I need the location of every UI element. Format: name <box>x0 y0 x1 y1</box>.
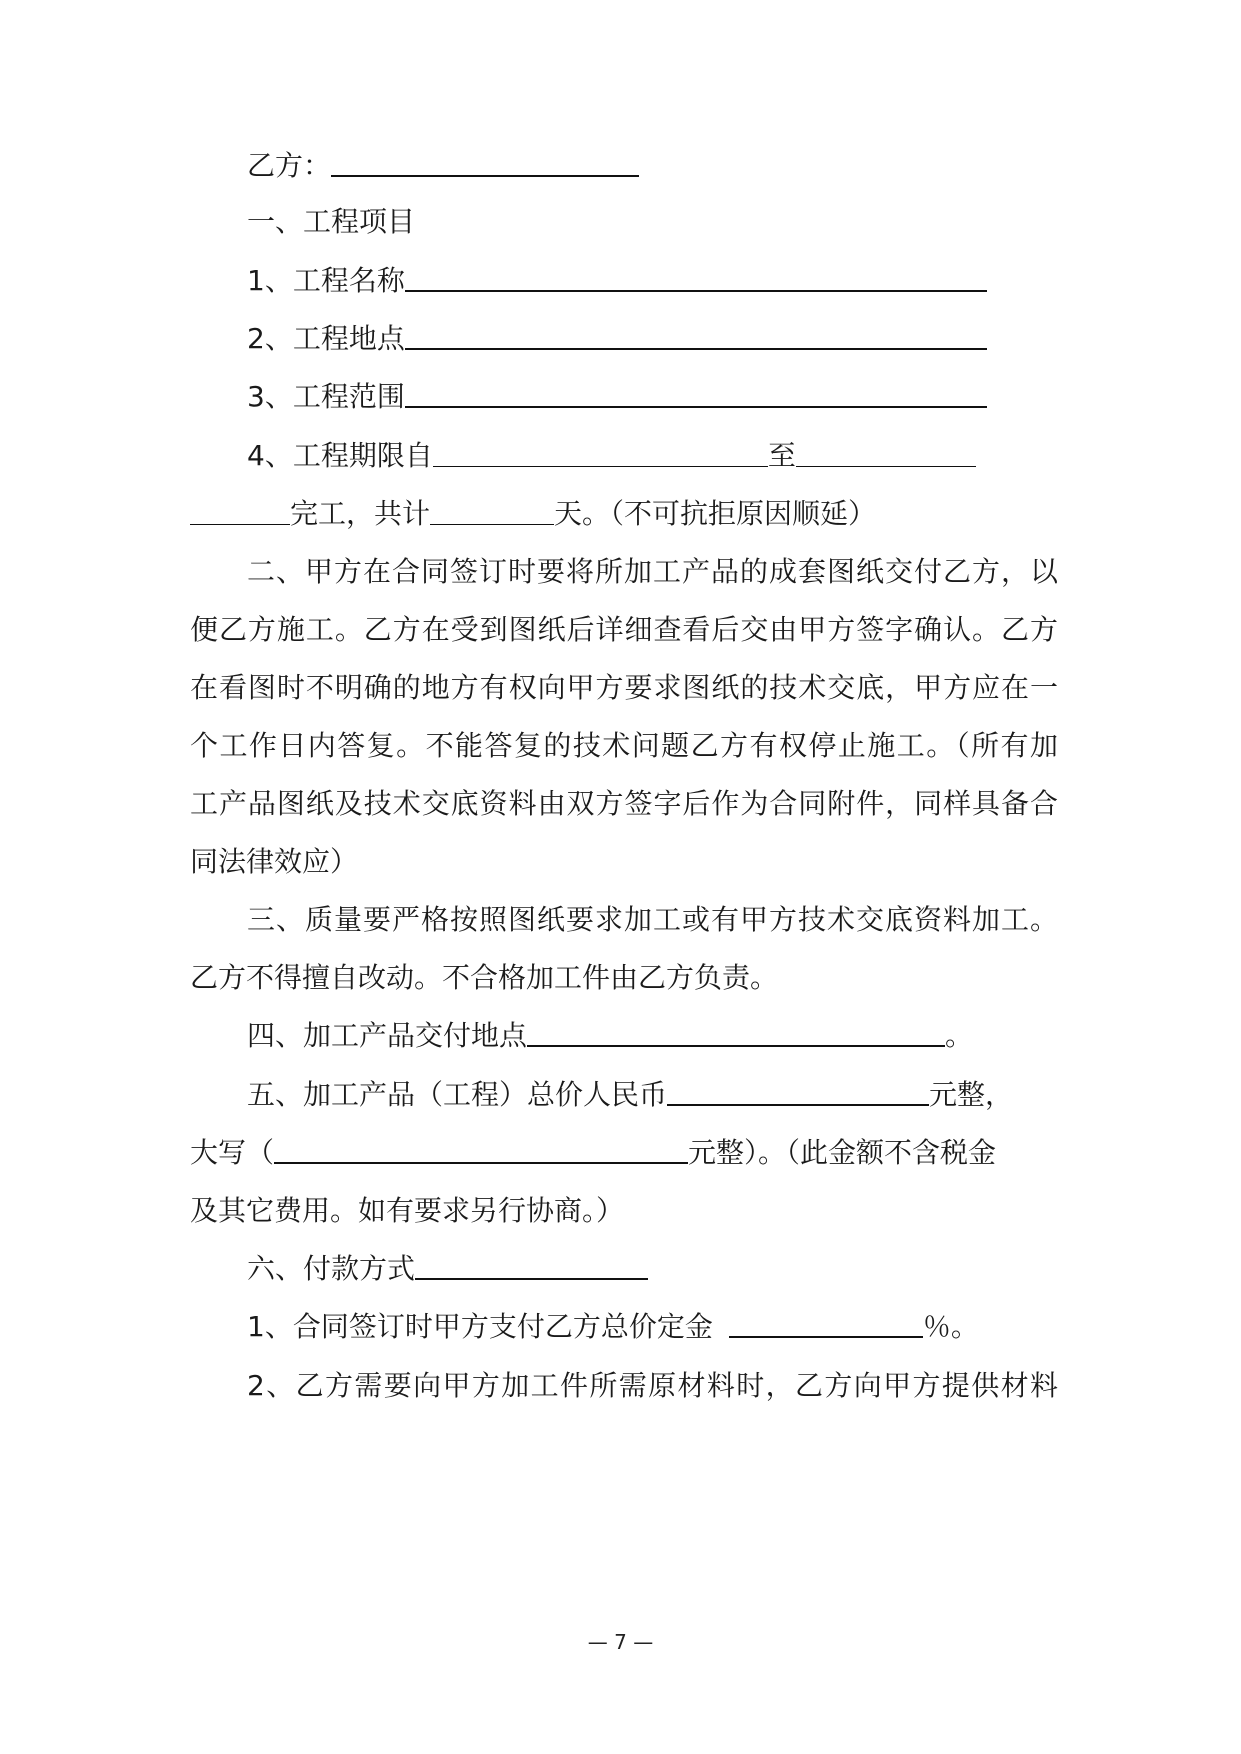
deposit-label: 1、合同签订时甲方支付乙方总价定金 <box>247 1310 713 1343</box>
payment-item-2-line <box>247 1363 1058 1409</box>
payment-method-label: 六、付款方式 <box>247 1252 416 1285</box>
section-5-line-2 <box>190 1130 1058 1176</box>
deposit-percent-blank[interactable] <box>729 1304 923 1338</box>
amount-in-words-suffix: 元整）。（此金额不含税金 <box>688 1136 997 1169</box>
section-2-line-1 <box>247 549 1058 595</box>
party-b-label: 乙方： <box>247 149 332 182</box>
section-2-text-3: 在看图时不明确的地方有权向甲方要求图纸的技术交底，甲方应在一 <box>190 671 1058 704</box>
project-scope-blank[interactable] <box>405 374 987 408</box>
section-2-line-5 <box>190 781 1058 827</box>
total-price-label: 五、加工产品（工程）总价人民币 <box>247 1078 668 1111</box>
page-number: — 7 — <box>587 1630 654 1654</box>
party-b-line <box>247 143 1058 189</box>
section-3-line-2: 乙方不得擅自改动。不合格加工件由乙方负责。 <box>190 961 779 994</box>
total-price-unit: 元整， <box>929 1078 1014 1111</box>
project-scope-line <box>247 374 1058 420</box>
payment-item-1-line <box>247 1304 1058 1350</box>
total-days-blank[interactable] <box>430 492 554 525</box>
end-date-blank-b[interactable] <box>190 492 290 525</box>
project-name-line <box>247 258 1058 304</box>
section-4-period: 。 <box>945 1019 974 1052</box>
to-label: 至 <box>767 439 796 472</box>
payment-method-blank[interactable] <box>415 1246 648 1280</box>
section-5-line-3: 及其它费用。如有要求另行协商。） <box>190 1194 625 1227</box>
project-location-label: 2、工程地点 <box>247 322 405 355</box>
project-scope-label: 3、工程范围 <box>247 380 405 413</box>
project-location-line <box>247 316 1058 362</box>
project-name-label: 1、工程名称 <box>247 264 405 297</box>
section-2-line-4 <box>190 723 1058 769</box>
start-date-blank[interactable] <box>433 434 768 467</box>
section-2-line-2 <box>190 607 1058 653</box>
section-1-title: 一、工程项目 <box>247 205 416 238</box>
project-name-blank[interactable] <box>405 258 987 292</box>
completion-line <box>190 491 1058 537</box>
section-5-line-1 <box>247 1072 1058 1118</box>
end-date-blank-a[interactable] <box>796 434 976 467</box>
total-price-blank[interactable] <box>667 1072 929 1106</box>
party-b-blank[interactable] <box>331 143 639 177</box>
section-2-text-5: 工产品图纸及技术交底资料由双方签字后作为合同附件，同样具备合 <box>190 787 1058 820</box>
project-period-label: 4、工程期限自 <box>247 439 433 472</box>
section-3-text-1: 三、质量要严格按照图纸要求加工或有甲方技术交底资料加工。 <box>247 903 1058 936</box>
delivery-location-label: 四、加工产品交付地点 <box>247 1019 528 1052</box>
completion-label: 完工，共计 <box>290 497 431 530</box>
section-4-line <box>247 1013 1058 1059</box>
project-location-blank[interactable] <box>405 316 987 350</box>
section-6-line <box>247 1246 1058 1292</box>
amount-in-words-blank[interactable] <box>274 1130 688 1164</box>
delivery-location-blank[interactable] <box>527 1013 945 1047</box>
deposit-percent-suffix: ％。 <box>922 1310 979 1343</box>
days-label: 天。（不可抗拒原因顺延） <box>554 497 877 530</box>
section-2-text-2: 便乙方施工。乙方在受到图纸后详细查看后交由甲方签字确认。乙方 <box>190 613 1058 646</box>
amount-in-words-label: 大写（ <box>190 1136 275 1169</box>
section-2-line-6: 同法律效应） <box>190 845 359 878</box>
project-period-line <box>247 433 1058 479</box>
payment-item-2-text: 2、乙方需要向甲方加工件所需原材料时，乙方向甲方提供材料 <box>247 1369 1058 1402</box>
section-2-text-4: 个工作日内答复。不能答复的技术问题乙方有权停止施工。（所有加 <box>190 729 1058 762</box>
section-2-line-3 <box>190 665 1058 711</box>
section-2-text-1: 二、甲方在合同签订时要将所加工产品的成套图纸交付乙方，以 <box>247 555 1058 588</box>
section-3-line-1 <box>247 897 1058 943</box>
